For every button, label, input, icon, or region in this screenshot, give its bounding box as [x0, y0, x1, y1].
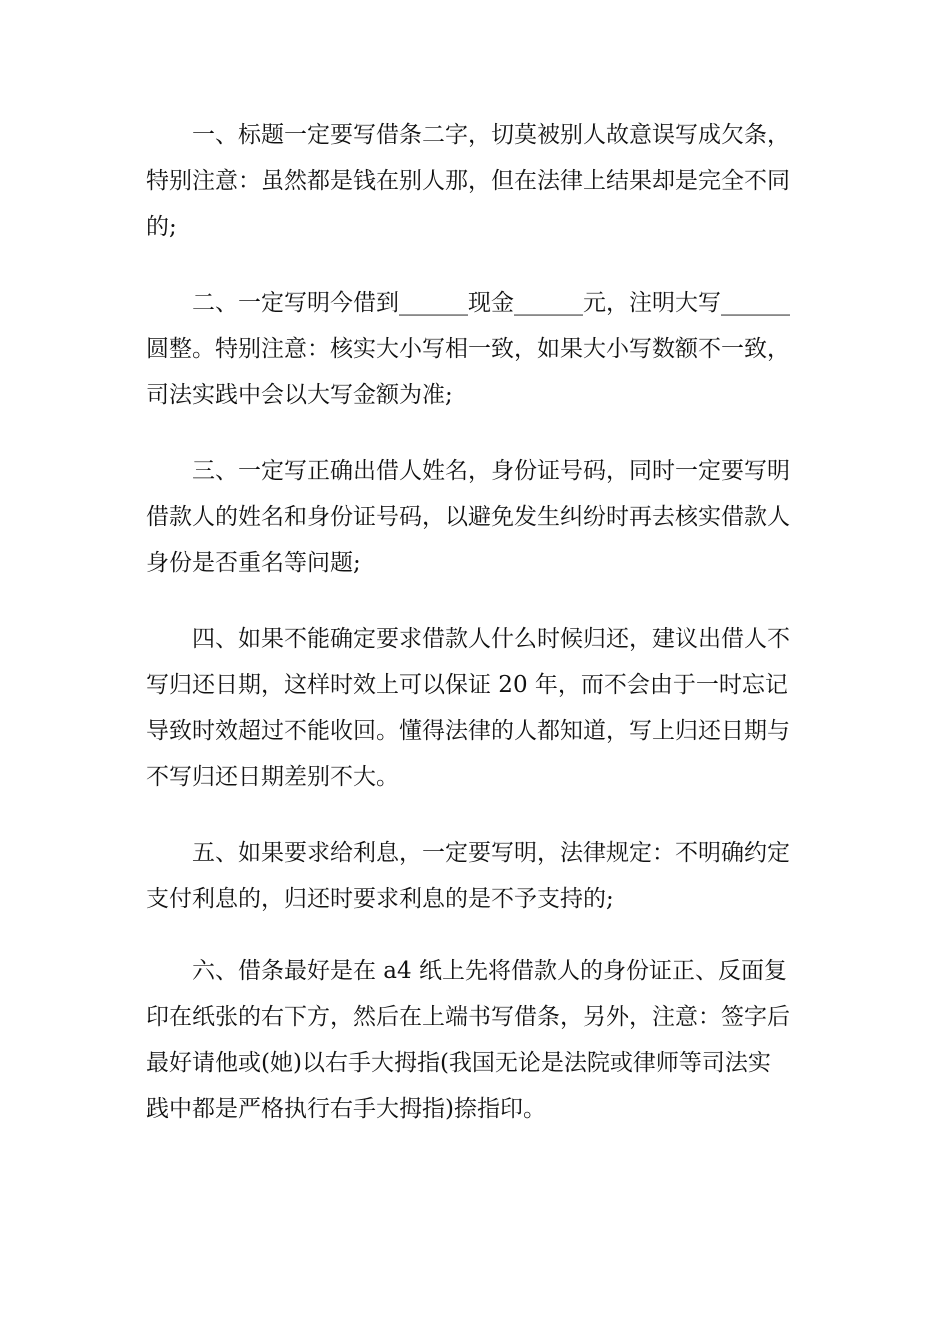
paragraph-line: 导致时效超过不能收回。懂得法律的人都知道，写上归还日期与 — [146, 718, 790, 744]
paragraph-line: 四、如果不能确定要求借款人什么时候归还，建议出借人不 — [192, 626, 790, 652]
paragraph-line: 身份是否重名等问题; — [146, 550, 361, 576]
paragraph-line: 的; — [146, 214, 177, 240]
paragraph-6 — [146, 948, 810, 1132]
paragraph-line: 三、一定写正确出借人姓名，身份证号码，同时一定要写明 — [192, 458, 790, 484]
paragraph-2 — [146, 280, 810, 418]
paragraph-5 — [146, 830, 810, 922]
paragraph-line: 六、借条最好是在 a4 纸上先将借款人的身份证正、反面复 — [192, 958, 787, 984]
paragraph-line: 特别注意：虽然都是钱在别人那，但在法律上结果却是完全不同 — [146, 168, 790, 194]
paragraph-line: 不写归还日期差别不大。 — [146, 764, 399, 790]
paragraph-line: 借款人的姓名和身份证号码，以避免发生纠纷时再去核实借款人 — [146, 504, 790, 530]
paragraph-line: 圆整。特别注意：核实大小写相一致，如果大小写数额不一致， — [146, 336, 790, 362]
paragraph-line: 五、如果要求给利息，一定要写明，法律规定：不明确约定 — [192, 840, 790, 866]
paragraph-line: 支付利息的，归还时要求利息的是不予支持的; — [146, 886, 614, 912]
paragraph-line: 二、一定写明今借到______现金______元，注明大写______ — [192, 290, 790, 316]
paragraph-line: 最好请他或(她)以右手大拇指(我国无论是法院或律师等司法实 — [146, 1050, 771, 1076]
paragraph-line: 一、标题一定要写借条二字，切莫被别人故意误写成欠条， — [192, 122, 790, 148]
paragraph-line: 写归还日期，这样时效上可以保证 20 年，而不会由于一时忘记 — [146, 672, 788, 698]
paragraph-3 — [146, 448, 810, 586]
paragraph-4 — [146, 616, 810, 800]
paragraph-line: 司法实践中会以大写金额为准; — [146, 382, 453, 408]
paragraph-line: 印在纸张的右下方，然后在上端书写借条，另外，注意：签字后 — [146, 1004, 790, 1030]
paragraph-line: 践中都是严格执行右手大拇指)捺指印。 — [146, 1096, 546, 1122]
paragraph-1 — [146, 112, 810, 250]
